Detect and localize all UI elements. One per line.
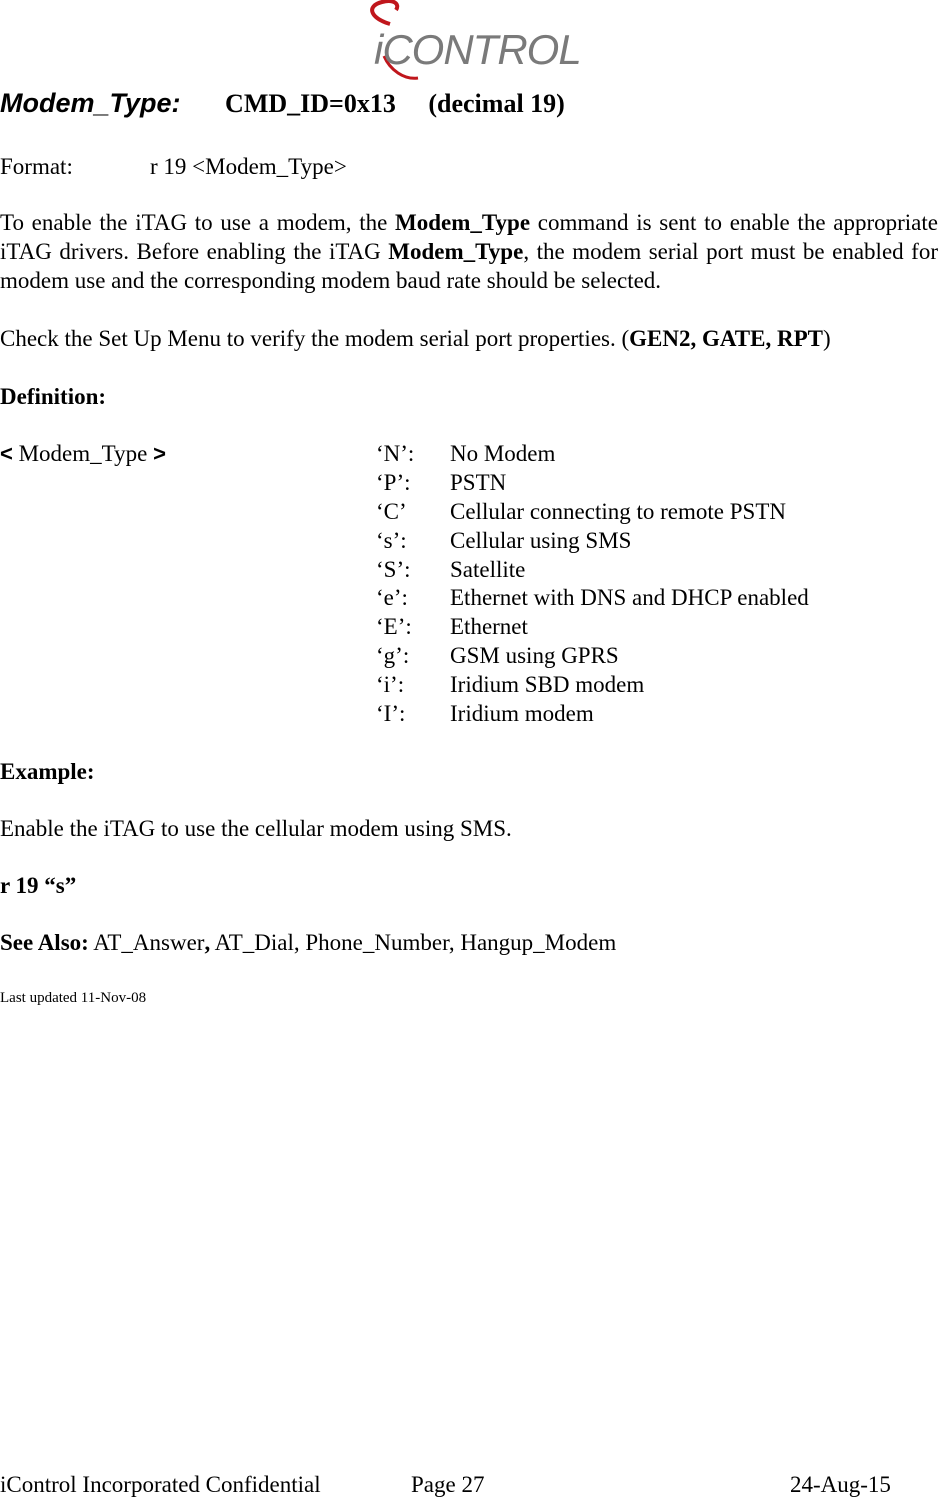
intro-text-b: command is sent to enable the appropriate iTAG drivers. Before enabling the iTAG: [0, 210, 938, 264]
option-desc: No Modem: [450, 441, 556, 466]
title-colon: :: [171, 88, 181, 118]
intro-text-c: , the modem serial port must be enabled for modem use and the corresponding modem baud rate should be selected.: [0, 239, 938, 293]
icontrol-logo: [360, 0, 581, 80]
cmd-id: CMD_ID=0x13: [225, 89, 396, 118]
option-code: ‘e’:: [376, 585, 408, 611]
format-value: r 19 <Modem_Type>: [150, 154, 347, 179]
footer-date: 24-Aug-15: [790, 1472, 891, 1497]
option-desc: Iridium SBD modem: [450, 672, 645, 698]
option-code: ‘s’:: [376, 527, 407, 553]
see-also-item-at-answer: AT_Answer: [88, 930, 205, 955]
example-heading: Example:: [0, 759, 95, 784]
check-text: Check the Set Up Menu to verify the modem serial port properties. (: [0, 326, 630, 351]
see-also-line: [0, 928, 616, 957]
intro-text-a: To enable the iTAG to use a modem, the: [0, 210, 396, 235]
intro-paragraph: [0, 208, 938, 295]
footer-confidential: iControl Incorporated Confidential: [0, 1472, 321, 1497]
logo-wordmark: [374, 26, 581, 74]
option-code: ‘i’:: [376, 672, 405, 698]
see-also-rest: AT_Dial, Phone_Number, Hangup_Modem: [210, 930, 617, 955]
cmd-decimal: (decimal 19): [428, 89, 565, 118]
logo-i-letter: i: [374, 26, 383, 73]
check-close: ): [822, 326, 831, 351]
param-open-bracket: <: [0, 441, 13, 466]
logo-text: CONTROL: [382, 26, 581, 73]
option-code: ‘P’:: [376, 469, 411, 495]
check-products: GEN2, GATE, RPT: [629, 326, 823, 351]
option-desc: Cellular connecting to remote PSTN: [450, 498, 786, 524]
option-code: ‘I’:: [376, 701, 406, 727]
option-code: ‘E’:: [376, 614, 412, 640]
option-desc: PSTN: [450, 469, 507, 495]
option-code: ‘S’:: [376, 556, 411, 582]
example-command: r 19 “s”: [0, 873, 77, 898]
format-line: [0, 152, 347, 181]
option-desc: Cellular using SMS: [450, 527, 632, 553]
option-code: ‘g’:: [376, 643, 410, 669]
example-text: Enable the iTAG to use the cellular modem using SMS.: [0, 816, 512, 841]
page-title: [0, 88, 565, 119]
option-desc: Iridium modem: [450, 701, 594, 727]
last-updated: Last updated 11-Nov-08: [0, 990, 147, 1006]
option-desc: GSM using GPRS: [450, 643, 619, 669]
definition-heading: Definition:: [0, 384, 107, 409]
intro-bold-b: Modem_Type: [388, 239, 524, 264]
param-label: [0, 439, 166, 468]
page-footer: [0, 1470, 938, 1500]
param-name: Modem_Type: [12, 441, 154, 466]
see-also-label: See Also:: [0, 930, 89, 955]
intro-bold-a: Modem_Type: [395, 210, 531, 235]
option-code: ‘N’:: [376, 441, 415, 466]
footer-page-number: Page 27: [411, 1472, 485, 1497]
option-desc: Ethernet with DNS and DHCP enabled: [450, 585, 809, 611]
option-code: ‘C’: [376, 498, 407, 524]
see-also-comma: ,: [204, 930, 211, 955]
check-setup-line: [0, 324, 831, 353]
option-desc: Ethernet: [450, 614, 528, 640]
param-close-bracket: >: [153, 441, 166, 466]
format-label: Format:: [0, 154, 73, 179]
option-desc: Satellite: [450, 556, 526, 582]
command-name: Modem_Type: [0, 88, 172, 118]
